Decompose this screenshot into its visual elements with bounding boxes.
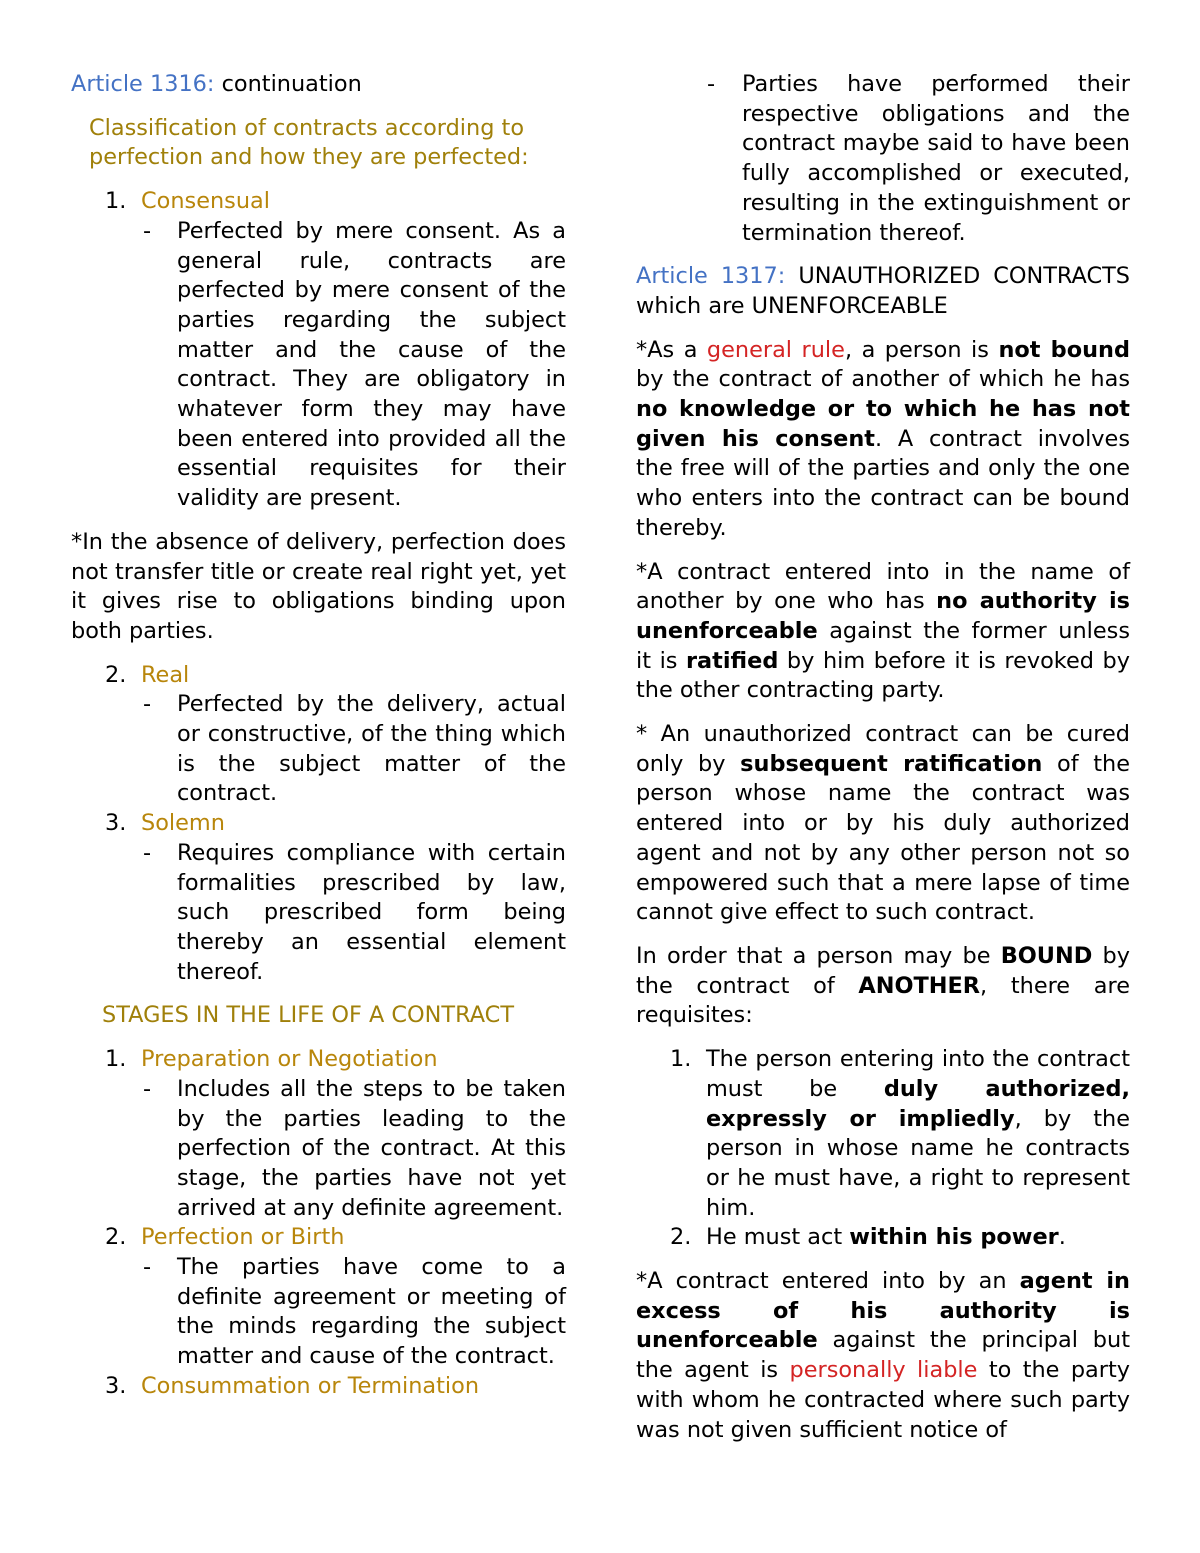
bold-run: BOUND (1000, 942, 1093, 969)
text-run: of the person whose name the contract was entered into or by his duly authorized agent and not by any other person not so empowered such that a mere lapse of time cannot give effect to such contract. (636, 750, 1131, 926)
right-column (636, 70, 1130, 1445)
stage-item (71, 1045, 566, 1075)
text-run: , a person is (844, 336, 999, 363)
stage-description (71, 1253, 566, 1372)
bold-run: agent in excess of his authority is unenforceable (636, 1268, 1130, 1354)
text-run: In order that a person may be (636, 942, 1001, 969)
class-item (71, 809, 566, 839)
consummation-desc-text: Parties have performed their respective obligations and the contract maybe said to have been fully accomplished or executed, resulting in the extinguishment or termination thereof. (742, 71, 1130, 246)
text-run: *A contract entered into in the name of another by one who has (636, 558, 1130, 615)
stage-item (71, 1223, 566, 1253)
delivery-note: *In the absence of delivery, perfection does not transfer title or create real right yet, yet it gives rise to obligations binding upon both parties. (71, 528, 566, 644)
text-run: , by the person in whose name he contracts or he must have, a right to represent him. (706, 1105, 1130, 1221)
text-run: He must act (706, 1224, 850, 1251)
stage-desc-text: Includes all the steps to be taken by the parties leading to the perfection of the contract. At this stage, the parties have not yet arrived at any definite agreement. (177, 1075, 566, 1221)
stage-name: Preparation or Negotiation (141, 1046, 438, 1073)
agent-excess-paragraph (636, 1267, 1130, 1445)
dash-bullet: - (143, 691, 152, 718)
text-run: by the contract of another of which he has (636, 366, 1130, 393)
no-authority-paragraph (636, 558, 1130, 707)
general-rule-paragraph (636, 336, 1130, 544)
ratification-paragraph (636, 720, 1130, 928)
dash-bullet: - (143, 1254, 152, 1281)
consummation-description (636, 70, 1130, 248)
text-run: against the principal but the agent is (636, 1327, 1130, 1384)
bold-run: subsequent ratification (740, 750, 1043, 777)
article-1316-rest: continuation (214, 71, 362, 97)
text-run: against the former unless it is (636, 617, 1130, 674)
article-1316-label: Article 1316: (71, 71, 215, 97)
requisite-item (636, 1045, 1130, 1223)
classification-heading: Classification of contracts according to perfection and how they are perfected: (89, 114, 529, 171)
bold-run: not bound (998, 336, 1130, 363)
class-description (71, 690, 566, 809)
class-name: Solemn (141, 810, 225, 837)
dash-bullet: - (143, 839, 152, 866)
stage-desc-text: The parties have come to a definite agreement or meeting of the minds regarding the subject matter and cause of the contract. (177, 1254, 566, 1370)
class-item (71, 187, 566, 217)
dash-bullet: - (143, 217, 152, 244)
article-1317-label: Article 1317: (636, 263, 786, 290)
stage-item (71, 1372, 566, 1402)
text-run: The person entering into the contract must be (706, 1046, 1130, 1102)
requisite-item (636, 1223, 1130, 1253)
bold-run: ANOTHER (858, 972, 981, 999)
bold-run: no knowledge or to which he has not given his consent (636, 396, 1130, 452)
bold-run: within his power (849, 1224, 1059, 1251)
class-name: Real (141, 661, 190, 688)
text-run: , there are requisites: (636, 972, 1130, 1029)
article-1317-heading (636, 262, 1130, 321)
stage-number: 3. (105, 1372, 127, 1399)
class-number: 3. (105, 810, 127, 837)
article-1316-heading (71, 70, 566, 100)
stage-number: 2. (105, 1224, 127, 1251)
text-run: *As a (636, 336, 707, 363)
bound-requisites-paragraph (636, 942, 1130, 1031)
bold-run: ratified (686, 647, 779, 674)
article-1317-title: UNAUTHORIZED CONTRACTS which are UNENFORCEABLE (636, 263, 1130, 319)
class-item (71, 661, 566, 691)
stage-number: 1. (105, 1046, 127, 1073)
class-number: 2. (105, 661, 127, 688)
text-run: to the party with whom he contracted where such party was not given sufficient notice of (636, 1357, 1131, 1443)
bold-run: duly authorized, expressly or impliedly (706, 1075, 1131, 1132)
class-desc-text: Perfected by mere consent. As a general rule, contracts are perfected by mere consent of the parties regarding the subject matter and the cause of the contract. They are obligatory in whatever form they may have been entered into provided all the essential requisites for their validity are present. (177, 217, 566, 512)
general-rule-highlight: general rule (706, 336, 845, 363)
text-run: * An unauthorized contract can be cured only by (636, 721, 1130, 777)
class-desc-text: Perfected by the delivery, actual or constructive, of the thing which is the subject matter of the contract. (177, 691, 566, 807)
text-run: by the contract of (636, 942, 1130, 999)
stage-name: Consummation or Termination (141, 1372, 480, 1399)
class-description (71, 217, 566, 514)
bold-run: no authority is unenforceable (636, 588, 1130, 644)
text-run: . A contract involves the free will of the parties and only the one who enters into the contract can be bound thereby. (636, 425, 1130, 541)
class-description (71, 839, 566, 988)
text-run: by him before it is revoked by the other contracting party. (636, 647, 1130, 704)
stages-heading: STAGES IN THE LIFE OF A CONTRACT (102, 1002, 514, 1029)
requisite-number: 2. (670, 1224, 692, 1251)
dash-bullet: - (707, 71, 716, 97)
class-desc-text: Requires compliance with certain formalities prescribed by law, such prescribed form being thereby an essential element thereof. (177, 839, 566, 985)
class-number: 1. (105, 188, 127, 215)
class-name: Consensual (141, 188, 270, 215)
requisite-number: 1. (670, 1046, 692, 1073)
text-run: . (1058, 1224, 1066, 1251)
personally-liable-highlight: personally liable (789, 1357, 978, 1384)
left-column (71, 70, 566, 1402)
text-run: *A contract entered into by an (636, 1268, 1020, 1295)
stage-name: Perfection or Birth (141, 1224, 345, 1251)
dash-bullet: - (143, 1075, 152, 1102)
stage-description (71, 1075, 566, 1224)
